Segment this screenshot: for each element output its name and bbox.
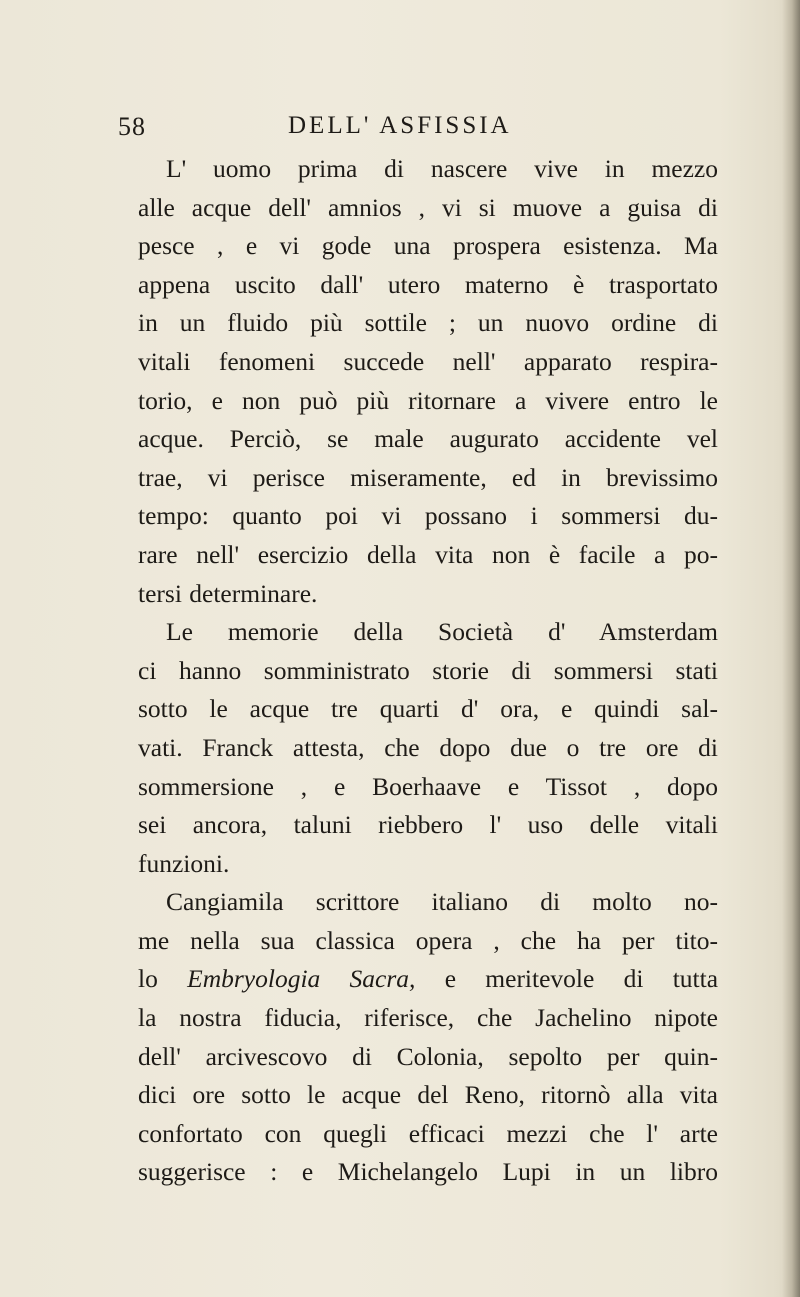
text-line: appena uscito dall' utero materno è trasportato — [138, 269, 718, 299]
text-line: me nella sua classica opera , che ha per tito- — [138, 925, 718, 955]
body-text — [138, 150, 718, 1192]
text-line: confortato con quegli efficaci mezzi che l' arte — [138, 1118, 718, 1148]
text-line: vitali fenomeni succede nell' apparato respira- — [138, 346, 718, 376]
text-line: la nostra fiducia, riferisce, che Jachelino nipote — [138, 1003, 718, 1033]
text-line: vati. Franck attesta, che dopo due o tre ore di — [138, 732, 718, 762]
book-title: Embryologia Sacra, — [187, 964, 416, 994]
running-head: DELL' ASFISSIA — [288, 112, 512, 139]
text-line: in un fluido più sottile ; un nuovo ordine di — [138, 308, 718, 338]
text-line: acque. Perciò, se male augurato accidente vel — [138, 424, 718, 454]
text-line: tempo: quanto poi vi possano i sommersi du- — [138, 501, 718, 531]
text-line: L' uomo prima di nascere vive in mezzo — [166, 154, 718, 183]
text-fragment: lo — [138, 964, 158, 994]
page-edge-shadow — [782, 0, 800, 1297]
text-line: Cangiamila scrittore italiano di molto no- — [166, 887, 718, 917]
text-line: torio, e non può più ritornare a vivere entro le — [138, 385, 718, 415]
text-line: ci hanno somministrato storie di sommersi stati — [138, 655, 718, 685]
text-line: dici ore sotto le acque del Reno, ritornò alla vita — [138, 1080, 718, 1110]
text-line: sei ancora, taluni riebbero l' uso delle vitali — [138, 810, 718, 840]
text-line: rare nell' esercizio della vita non è facile a po- — [138, 539, 718, 569]
text-line-with-title — [138, 960, 718, 999]
text-line: pesce , e vi gode una prospera esistenza. Ma — [138, 231, 718, 261]
text-line: suggerisce : e Michelangelo Lupi in un libro — [138, 1157, 718, 1187]
text-line: sotto le acque tre quarti d' ora, e quindi sal- — [138, 694, 718, 724]
text-fragment: e meritevole di tutta — [444, 964, 719, 994]
text-line: sommersione , e Boerhaave e Tissot , dopo — [138, 771, 718, 801]
text-line: Le memorie della Società d' Amsterdam — [166, 617, 718, 647]
text-line: alle acque dell' amnios , vi si muove a guisa di — [138, 192, 718, 222]
page-number: 58 — [118, 112, 146, 141]
text-line: tersi determinare. — [138, 578, 318, 608]
text-line: trae, vi perisce miseramente, ed in brevissimo — [138, 462, 718, 492]
page-header — [118, 112, 718, 152]
text-line: funzioni. — [138, 848, 230, 878]
text-line: dell' arcivescovo di Colonia, sepolto per quin- — [138, 1041, 718, 1071]
